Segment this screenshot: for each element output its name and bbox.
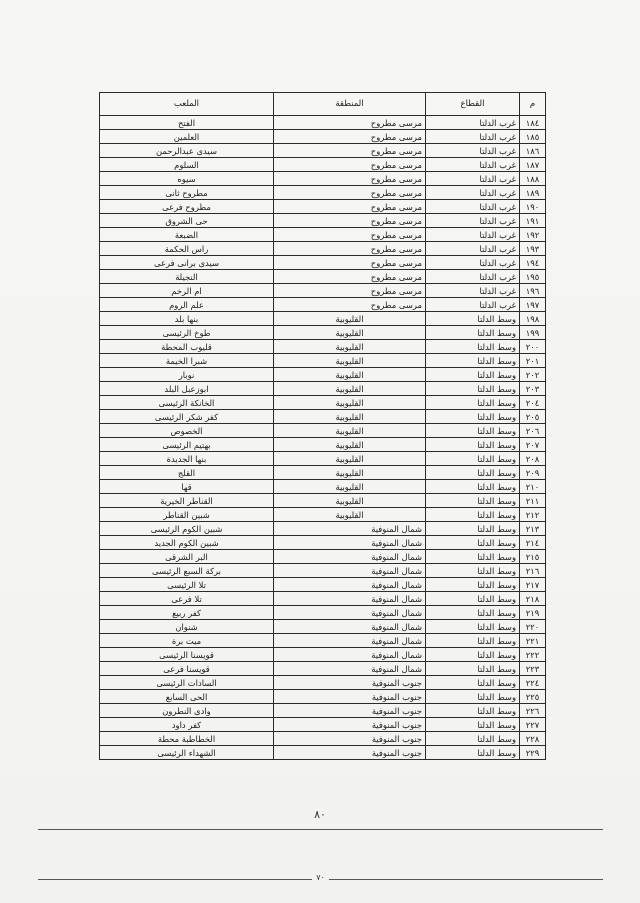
table-row [100, 130, 546, 144]
stadium-cell: شبين القناطر [100, 508, 274, 522]
region-cell: القليوبية [274, 508, 426, 522]
row-number: ٢٠٣ [520, 382, 546, 396]
stadium-cell: سيدى برانى فرعى [100, 256, 274, 270]
row-number: ١٨٨ [520, 172, 546, 186]
row-number: ٢٢٥ [520, 690, 546, 704]
region-cell: القليوبية [274, 466, 426, 480]
sector-cell: وسط الدلتا [426, 676, 520, 690]
table-row [100, 466, 546, 480]
stadium-cell: السلوم [100, 158, 274, 172]
table-row [100, 536, 546, 550]
region-cell: جنوب المنوفية [274, 690, 426, 704]
region-cell: القليوبية [274, 382, 426, 396]
row-number: ١٨٦ [520, 144, 546, 158]
sector-cell: وسط الدلتا [426, 410, 520, 424]
stadium-cell: سيوه [100, 172, 274, 186]
stadium-cell: قويسنا الرئيسى [100, 648, 274, 662]
sector-cell: غرب الدلتا [426, 298, 520, 312]
row-number: ١٩٠ [520, 200, 546, 214]
row-number: ١٩١ [520, 214, 546, 228]
sector-cell: غرب الدلتا [426, 284, 520, 298]
page-number: ٨٠ [314, 808, 326, 821]
table-row [100, 368, 546, 382]
stadium-cell: نوبار [100, 368, 274, 382]
stadium-cell: قليوب المحطة [100, 340, 274, 354]
sector-cell: وسط الدلتا [426, 326, 520, 340]
region-cell: القليوبية [274, 438, 426, 452]
header-sector: القطاع [426, 93, 520, 116]
table-row [100, 438, 546, 452]
sector-cell: وسط الدلتا [426, 592, 520, 606]
table-row [100, 718, 546, 732]
row-number: ١٨٥ [520, 130, 546, 144]
region-cell: شمال المنوفية [274, 634, 426, 648]
table-row [100, 634, 546, 648]
stadium-cell: تلا فرعى [100, 592, 274, 606]
stadium-cell: الحى السابع [100, 690, 274, 704]
stadium-cell: شنوان [100, 620, 274, 634]
row-number: ٢١٣ [520, 522, 546, 536]
region-cell: شمال المنوفية [274, 648, 426, 662]
stadium-cell: علم الروم [100, 298, 274, 312]
table-row [100, 452, 546, 466]
sector-cell: وسط الدلتا [426, 340, 520, 354]
region-cell: القليوبية [274, 494, 426, 508]
stadium-cell: كفر ربيع [100, 606, 274, 620]
row-number: ٢٠٨ [520, 452, 546, 466]
stadium-cell: مطروح فرعى [100, 200, 274, 214]
sector-cell: غرب الدلتا [426, 270, 520, 284]
row-number: ٢٢٧ [520, 718, 546, 732]
table-row [100, 200, 546, 214]
sector-cell: غرب الدلتا [426, 214, 520, 228]
region-cell: شمال المنوفية [274, 620, 426, 634]
header-stadium: الملعب [100, 93, 274, 116]
sector-cell: وسط الدلتا [426, 662, 520, 676]
region-cell: شمال المنوفية [274, 662, 426, 676]
row-number: ٢٢٠ [520, 620, 546, 634]
table-row [100, 340, 546, 354]
header-region: المنطقة [274, 93, 426, 116]
region-cell: مرسى مطروح [274, 256, 426, 270]
sector-cell: وسط الدلتا [426, 648, 520, 662]
stadium-cell: الخطاطبة محطة [100, 732, 274, 746]
sector-cell: وسط الدلتا [426, 480, 520, 494]
stadium-cell: الضبعة [100, 228, 274, 242]
row-number: ١٨٤ [520, 116, 546, 130]
table-row [100, 270, 546, 284]
row-number: ١٩٣ [520, 242, 546, 256]
table-row [100, 480, 546, 494]
region-cell: جنوب المنوفية [274, 732, 426, 746]
divider-line [38, 829, 603, 830]
region-cell: القليوبية [274, 396, 426, 410]
row-number: ٢١٧ [520, 578, 546, 592]
region-cell: شمال المنوفية [274, 550, 426, 564]
table-row [100, 382, 546, 396]
stadium-cell: ابوزعبل البلد [100, 382, 274, 396]
sector-cell: غرب الدلتا [426, 186, 520, 200]
sector-cell: وسط الدلتا [426, 536, 520, 550]
row-number: ١٩٤ [520, 256, 546, 270]
sector-cell: وسط الدلتا [426, 368, 520, 382]
region-cell: شمال المنوفية [274, 578, 426, 592]
table-row [100, 242, 546, 256]
footer-number: ٧٠ [316, 873, 325, 882]
row-number: ١٨٧ [520, 158, 546, 172]
table-row [100, 312, 546, 326]
region-cell: مرسى مطروح [274, 242, 426, 256]
row-number: ٢١٢ [520, 508, 546, 522]
sector-cell: غرب الدلتا [426, 116, 520, 130]
table-body [100, 116, 546, 760]
table-row [100, 396, 546, 410]
sector-cell: غرب الدلتا [426, 144, 520, 158]
table-row [100, 522, 546, 536]
sector-cell: وسط الدلتا [426, 452, 520, 466]
row-number: ١٩٥ [520, 270, 546, 284]
sector-cell: وسط الدلتا [426, 424, 520, 438]
region-cell: جنوب المنوفية [274, 718, 426, 732]
row-number: ٢١٩ [520, 606, 546, 620]
sector-cell: وسط الدلتا [426, 508, 520, 522]
table-row [100, 606, 546, 620]
sector-cell: غرب الدلتا [426, 172, 520, 186]
table-row [100, 424, 546, 438]
row-number: ٢٠٥ [520, 410, 546, 424]
sector-cell: وسط الدلتا [426, 550, 520, 564]
region-cell: مرسى مطروح [274, 116, 426, 130]
sector-cell: غرب الدلتا [426, 200, 520, 214]
stadium-cell: الشهداء الرئيسى [100, 746, 274, 760]
region-cell: مرسى مطروح [274, 284, 426, 298]
table-row [100, 494, 546, 508]
stadium-cell: حى الشروق [100, 214, 274, 228]
row-number: ٢١١ [520, 494, 546, 508]
row-number: ٢٠٦ [520, 424, 546, 438]
sector-cell: غرب الدلتا [426, 158, 520, 172]
row-number: ٢٢٨ [520, 732, 546, 746]
row-number: ٢١٦ [520, 564, 546, 578]
footer-line-right [329, 879, 603, 880]
sector-cell: وسط الدلتا [426, 354, 520, 368]
stadium-cell: قويسنا فرعى [100, 662, 274, 676]
footer-line-left [38, 879, 312, 880]
region-cell: مرسى مطروح [274, 130, 426, 144]
stadium-cell: الفتح [100, 116, 274, 130]
stadium-cell: وادى النطرون [100, 704, 274, 718]
stadium-cell: الخصوص [100, 424, 274, 438]
sector-cell: غرب الدلتا [426, 242, 520, 256]
region-cell: مرسى مطروح [274, 270, 426, 284]
region-cell: القليوبية [274, 424, 426, 438]
row-number: ٢١٤ [520, 536, 546, 550]
table-row [100, 592, 546, 606]
sector-cell: وسط الدلتا [426, 634, 520, 648]
table-row [100, 144, 546, 158]
region-cell: القليوبية [274, 312, 426, 326]
region-cell: مرسى مطروح [274, 144, 426, 158]
stadium-cell: راس الحكمة [100, 242, 274, 256]
row-number: ٢٠٢ [520, 368, 546, 382]
region-cell: مرسى مطروح [274, 214, 426, 228]
table-row [100, 116, 546, 130]
stadium-cell: تلا الرئيسى [100, 578, 274, 592]
table-row [100, 410, 546, 424]
row-number: ٢٢٢ [520, 648, 546, 662]
stadium-cell: قها [100, 480, 274, 494]
region-cell: جنوب المنوفية [274, 676, 426, 690]
sector-cell: غرب الدلتا [426, 256, 520, 270]
table-row [100, 228, 546, 242]
table-row [100, 508, 546, 522]
sector-cell: غرب الدلتا [426, 130, 520, 144]
row-number: ١٩٧ [520, 298, 546, 312]
row-number: ١٨٩ [520, 186, 546, 200]
sector-cell: وسط الدلتا [426, 438, 520, 452]
table-row [100, 676, 546, 690]
table-row [100, 578, 546, 592]
region-cell: مرسى مطروح [274, 186, 426, 200]
sector-cell: وسط الدلتا [426, 690, 520, 704]
row-number: ٢٠٧ [520, 438, 546, 452]
sector-cell: وسط الدلتا [426, 606, 520, 620]
row-number: ٢٢١ [520, 634, 546, 648]
table-row [100, 704, 546, 718]
table-row [100, 158, 546, 172]
row-number: ٢٢٩ [520, 746, 546, 760]
table-row [100, 172, 546, 186]
stadium-cell: السادات الرئيسى [100, 676, 274, 690]
region-cell: جنوب المنوفية [274, 704, 426, 718]
stadium-cell: النجيلة [100, 270, 274, 284]
stadium-cell: الخانكة الرئيسى [100, 396, 274, 410]
sector-cell: وسط الدلتا [426, 466, 520, 480]
sector-cell: وسط الدلتا [426, 718, 520, 732]
stadium-cell: مطروح ثانى [100, 186, 274, 200]
stadium-cell: كفر شكر الرئيسى [100, 410, 274, 424]
region-cell: القليوبية [274, 354, 426, 368]
sector-cell: وسط الدلتا [426, 564, 520, 578]
stadium-cell: شبين الكوم الرئيسى [100, 522, 274, 536]
row-number: ٢٠٤ [520, 396, 546, 410]
table-row [100, 186, 546, 200]
row-number: ٢٠٠ [520, 340, 546, 354]
stadium-cell: بهتيم الرئيسى [100, 438, 274, 452]
region-cell: مرسى مطروح [274, 158, 426, 172]
table-row [100, 354, 546, 368]
row-number: ١٩٦ [520, 284, 546, 298]
row-number: ٢٠٩ [520, 466, 546, 480]
row-number: ١٩٢ [520, 228, 546, 242]
table-row [100, 298, 546, 312]
table-row [100, 284, 546, 298]
region-cell: شمال المنوفية [274, 522, 426, 536]
row-number: ٢١٨ [520, 592, 546, 606]
stadiums-table [99, 92, 546, 760]
row-number: ٢٢٤ [520, 676, 546, 690]
stadium-cell: شبرا الخيمة [100, 354, 274, 368]
row-number: ١٩٩ [520, 326, 546, 340]
region-cell: مرسى مطروح [274, 228, 426, 242]
table-row [100, 214, 546, 228]
stadium-cell: سيدى عبدالرحمن [100, 144, 274, 158]
stadium-cell: بنها بلد [100, 312, 274, 326]
sector-cell: وسط الدلتا [426, 732, 520, 746]
footer [38, 875, 603, 884]
table-row [100, 620, 546, 634]
sector-cell: غرب الدلتا [426, 228, 520, 242]
region-cell: القليوبية [274, 368, 426, 382]
region-cell: مرسى مطروح [274, 298, 426, 312]
stadium-cell: العلمين [100, 130, 274, 144]
stadium-cell: ميت برة [100, 634, 274, 648]
stadium-cell: ام الرخم [100, 284, 274, 298]
row-number: ٢٢٦ [520, 704, 546, 718]
sector-cell: وسط الدلتا [426, 382, 520, 396]
row-number: ٢٢٣ [520, 662, 546, 676]
region-cell: القليوبية [274, 410, 426, 424]
row-number: ١٩٨ [520, 312, 546, 326]
table-row [100, 564, 546, 578]
region-cell: مرسى مطروح [274, 172, 426, 186]
row-number: ٢١٥ [520, 550, 546, 564]
sector-cell: وسط الدلتا [426, 578, 520, 592]
region-cell: القليوبية [274, 326, 426, 340]
region-cell: القليوبية [274, 480, 426, 494]
table-row [100, 662, 546, 676]
region-cell: شمال المنوفية [274, 606, 426, 620]
stadium-cell: بركة السبع الرئيسى [100, 564, 274, 578]
stadium-cell: البر الشرقى [100, 550, 274, 564]
table-row [100, 732, 546, 746]
table-row [100, 256, 546, 270]
sector-cell: وسط الدلتا [426, 522, 520, 536]
region-cell: مرسى مطروح [274, 200, 426, 214]
table-row [100, 550, 546, 564]
region-cell: شمال المنوفية [274, 592, 426, 606]
stadium-cell: شبين الكوم الجديد [100, 536, 274, 550]
table-row [100, 746, 546, 760]
sector-cell: وسط الدلتا [426, 396, 520, 410]
region-cell: شمال المنوفية [274, 564, 426, 578]
table-row [100, 690, 546, 704]
sector-cell: وسط الدلتا [426, 494, 520, 508]
sector-cell: وسط الدلتا [426, 704, 520, 718]
region-cell: جنوب المنوفية [274, 746, 426, 760]
region-cell: القليوبية [274, 452, 426, 466]
sector-cell: وسط الدلتا [426, 312, 520, 326]
region-cell: شمال المنوفية [274, 536, 426, 550]
stadium-cell: القناطر الخيرية [100, 494, 274, 508]
stadium-cell: كفر داود [100, 718, 274, 732]
sector-cell: وسط الدلتا [426, 620, 520, 634]
header-num: م [520, 93, 546, 116]
stadium-cell: طوخ الرئيسى [100, 326, 274, 340]
table-row [100, 648, 546, 662]
stadium-cell: بنها الجديدة [100, 452, 274, 466]
sector-cell: وسط الدلتا [426, 746, 520, 760]
table-row [100, 326, 546, 340]
row-number: ٢١٠ [520, 480, 546, 494]
table-header-row [100, 93, 546, 116]
row-number: ٢٠١ [520, 354, 546, 368]
stadium-cell: القلج [100, 466, 274, 480]
region-cell: القليوبية [274, 340, 426, 354]
